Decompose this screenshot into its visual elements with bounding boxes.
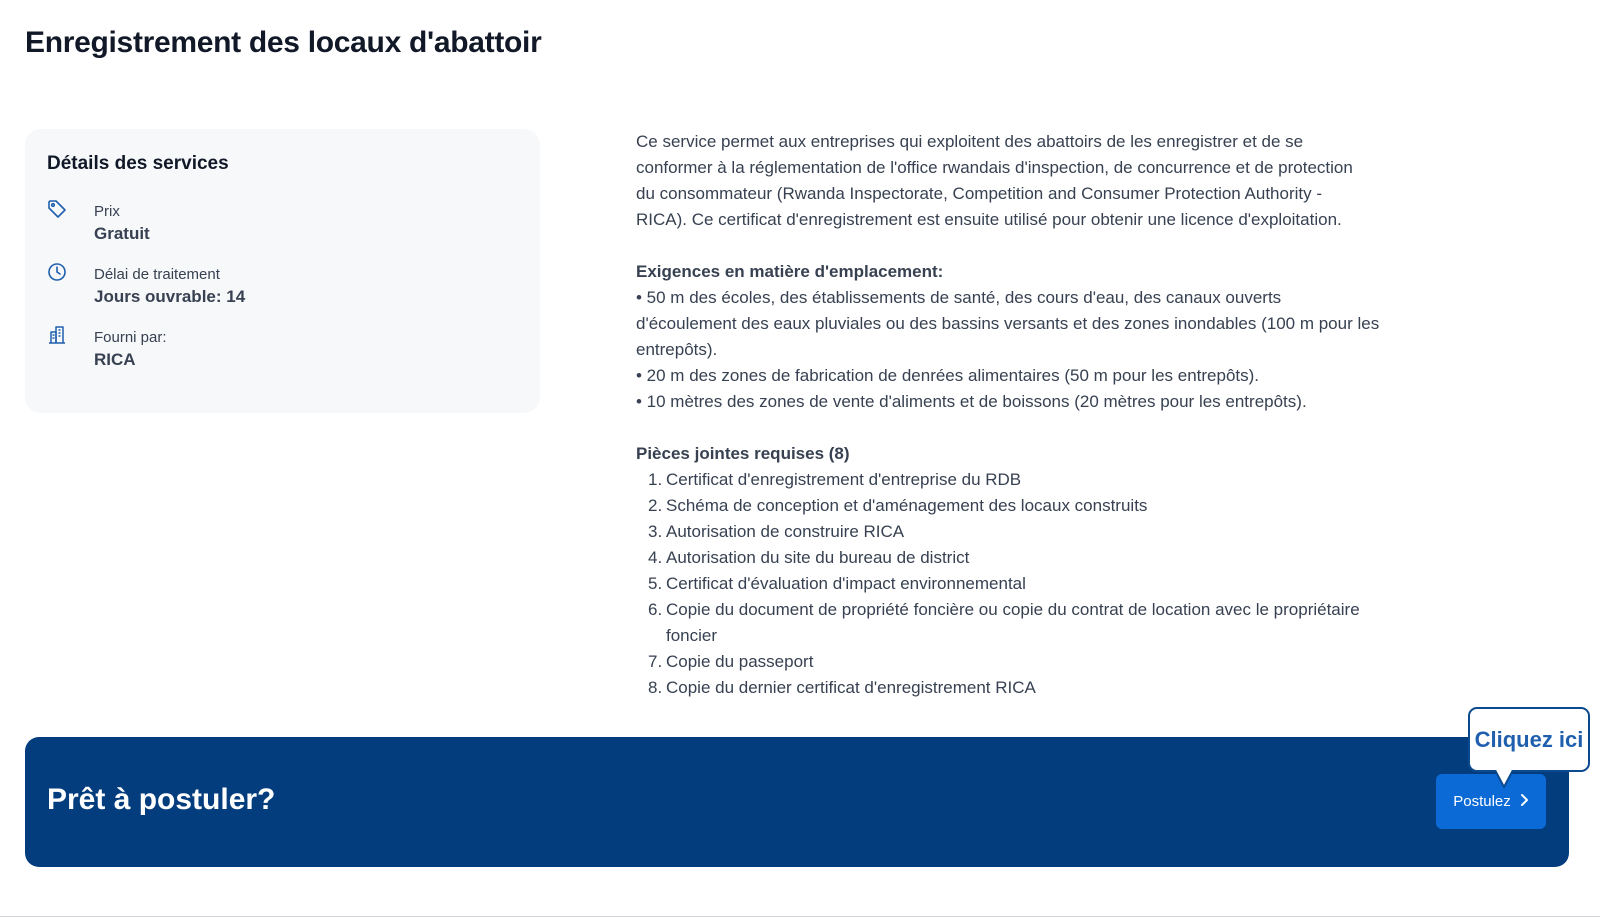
location-line: d'écoulement des eaux pluviales ou des bassins versants et des zones inondables (100 m pour les — [636, 314, 1380, 333]
page-title: Enregistrement des locaux d'abattoir — [25, 26, 542, 59]
location-line: • 10 mètres des zones de vente d'aliments et de boissons (20 mètres pour les entrepôts). — [636, 392, 1307, 411]
detail-processing-time-value: Jours ouvrable: 14 — [94, 287, 246, 306]
list-item: 1. Certificat d'enregistrement d'entreprise du RDB — [648, 470, 1022, 489]
tooltip-tail — [1494, 770, 1514, 788]
list-item: 4. Autorisation du site du bureau de district — [648, 548, 970, 567]
service-description — [636, 129, 1406, 701]
service-details-title: Détails des services — [47, 153, 229, 174]
list-item: 2. Schéma de conception et d'aménagement des locaux construits — [648, 496, 1148, 515]
apply-button[interactable] — [1436, 774, 1546, 829]
list-item: 7. Copie du passeport — [648, 652, 814, 671]
detail-provider-value: RICA — [94, 350, 136, 369]
intro-line: du consommateur (Rwanda Inspectorate, Competition and Consumer Protection Authority - — [636, 184, 1323, 203]
attachments-list — [636, 467, 1406, 701]
apply-button-label: Postulez — [1453, 793, 1511, 810]
building-icon — [47, 325, 67, 345]
location-line: • 20 m des zones de fabrication de denrées alimentaires (50 m pour les entrepôts). — [636, 366, 1260, 385]
service-details-card — [25, 129, 540, 413]
intro-line: RICA). Ce certificat d'enregistrement est ensuite utilisé pour obtenir une licence d'exploitation. — [636, 210, 1342, 229]
location-line: • 50 m des écoles, des établissements de santé, des cours d'eau, des canaux ouverts — [636, 288, 1282, 307]
location-line: entrepôts). — [636, 340, 718, 359]
list-item: 6. Copie du document de propriété foncière ou copie du contrat de location avec le propriétaire foncier — [648, 600, 1360, 645]
location-requirements-heading: Exigences en matière d'emplacement: — [636, 262, 944, 281]
detail-price-value: Gratuit — [94, 224, 150, 243]
detail-provider-label: Fourni par: — [94, 329, 167, 346]
detail-processing-time — [47, 260, 507, 312]
detail-price-label: Prix — [94, 203, 120, 220]
list-item: 3. Autorisation de construire RICA — [648, 522, 905, 541]
detail-processing-time-label: Délai de traitement — [94, 266, 220, 283]
list-item: 8. Copie du dernier certificat d'enregistrement RICA — [648, 678, 1036, 697]
list-item: 5. Certificat d'évaluation d'impact environnemental — [648, 574, 1026, 593]
apply-banner — [25, 737, 1569, 867]
attachments-heading: Pièces jointes requises (8) — [636, 444, 850, 463]
intro-line: conformer à la réglementation de l'office rwandais d'inspection, de concurrence et de protection — [636, 158, 1353, 177]
intro-line: Ce service permet aux entreprises qui exploitent des abattoirs de les enregistrer et de se — [636, 132, 1304, 151]
clock-icon — [47, 262, 67, 282]
detail-provider — [47, 323, 507, 375]
price-tag-icon — [47, 199, 67, 219]
click-here-tooltip — [1468, 707, 1590, 772]
chevron-right-icon — [1519, 793, 1529, 811]
detail-price — [47, 197, 507, 249]
apply-banner-title: Prêt à postuler? — [47, 783, 276, 816]
tooltip-text: Cliquez ici — [1474, 726, 1584, 752]
